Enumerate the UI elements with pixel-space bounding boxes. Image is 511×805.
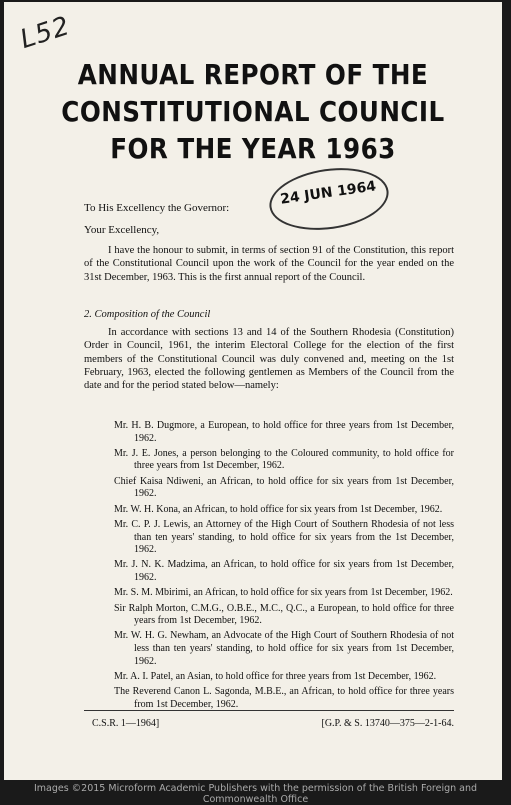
printer-reference: [G.P. & S. 13740—375—2-1-64. (321, 718, 454, 729)
report-title (4, 56, 502, 167)
list-item: Chief Kaisa Ndiweni, an African, to hold office for six years from 1st December, 1962. (114, 475, 454, 500)
list-item: Mr. W. H. Kona, an African, to hold office for six years from 1st December, 1962. (114, 503, 443, 515)
list-item: Mr. H. B. Dugmore, a European, to hold office for three years from 1st December, 1962. (114, 420, 454, 444)
list-item: Mr. W. H. G. Newham, an Advocate of the High Court of Southern Rhodesia of not less than ten years' standing, to hold office for six years from 1st December, 1962. (114, 630, 454, 667)
footer-divider (84, 710, 454, 711)
members-list (100, 420, 454, 714)
title-line-2: CONSTITUTIONAL COUNCIL (61, 95, 445, 128)
title-line-3: FOR THE YEAR 1963 (110, 132, 396, 165)
list-item: The Reverend Canon L. Sagonda, M.B.E., an African, to hold office for three years from 1st December, 1962. (114, 686, 454, 710)
intro-paragraph: I have the honour to submit, in terms of section 91 of the Constitution, this report of the Constitutional Council upon the work of the Council for the year ended on the 31st December, 1963. This is the first annual report of the Council. (84, 245, 454, 283)
footer-reference: C.S.R. 1—1964] (92, 718, 160, 729)
list-item: Mr. J. N. K. Madzima, an African, to hold office for six years from 1st December, 1962. (114, 559, 454, 583)
document-page (4, 2, 502, 780)
stamp-date: 24 JUN 1964 (279, 178, 378, 208)
salutation: Your Excellency, (84, 224, 160, 236)
list-item: Sir Ralph Morton, C.M.G., O.B.E., M.C., Q.C., a European, to hold office for three years from 1st December, 1962. (114, 602, 454, 627)
list-item: Mr. A. I. Patel, an Asian, to hold office for three years from 1st December, 1962. (114, 670, 437, 682)
handwritten-reference: L52 (16, 10, 74, 56)
image-credit: Images ©2015 Microform Academic Publishers with the permission of the British Foreign and Commonwealth Office (33, 783, 478, 805)
list-item: Mr. S. M. Mbirimi, an African, to hold office for six years from 1st December, 1962. (114, 587, 453, 599)
title-line-1: ANNUAL REPORT OF THE (77, 58, 429, 91)
list-item: Mr. J. E. Jones, a person belonging to the Coloured community, to hold office for three years from 1st December, 1962. (114, 447, 454, 472)
composition-paragraph: In accordance with sections 13 and 14 of the Southern Rhodesia (Constitution) Order in Council, 1961, the interim Electoral College for the election of the first members of the Constitutional Council was duly convened and, meeting on the 1st February, 1963, elected the following gentlemen as Members of the Council from the date and for the period stated below—namely: (84, 327, 454, 392)
section-heading: 2. Composition of the Council (84, 309, 211, 320)
address-line: To His Excellency the Governor: (84, 202, 230, 214)
list-item: Mr. C. P. J. Lewis, an Attorney of the High Court of Southern Rhodesia of not less than ten years' standing, to hold office for six years from the 1st December, 1962. (114, 518, 454, 556)
